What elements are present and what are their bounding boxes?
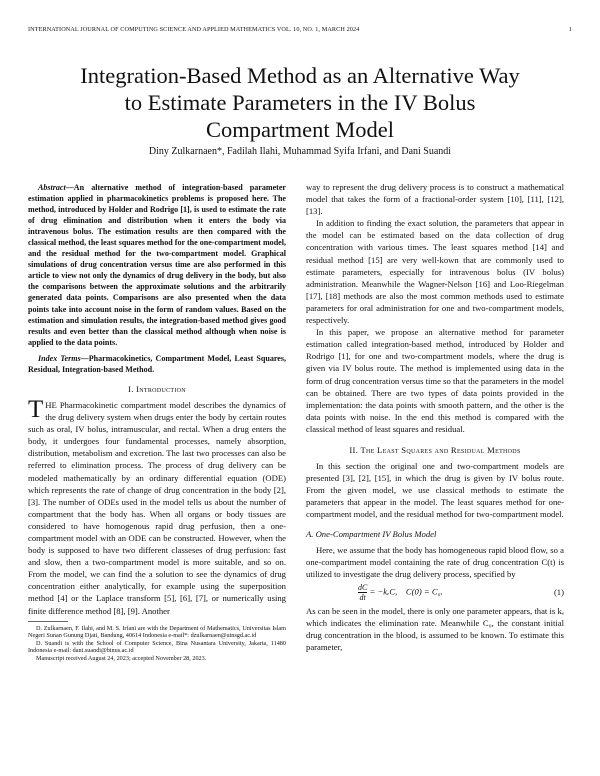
footnotes xyxy=(28,625,286,663)
paragraph-section-two: In this section the original one and two-compartment models are presented [3], [2], [15], in which the drug is given by IV bolus route. From the given model, we use classical methods to estimate the parameters that appear in the model. The least squares method for one-compartment model, and the residual method for two-compartment model. xyxy=(306,461,564,520)
intro-paragraph xyxy=(28,395,286,617)
fraction-numerator: dC xyxy=(358,582,368,592)
intro-paragraph-text: HE Pharmacokinetic compartment model describes the dynamics of the drug delivery system when drugs enter the body by certain routes such as oral, IV bolus, intramuscular, and rectal. When a drug enters the body, it undergoes four fundamental processes, namely absorption, distribution, metabolism and excretion. The last two processes can also be referred to elimination process. The process of drug delivery can be modeled mathematically by an ordinary differential equation (ODE) which represents the rate of change of drug concentration in the body [2], [3]. The number of ODEs used in the model tells us about the number of compartment that the body has. When all organs or body tissues are considered to have homogenous rapid drug perfusion, then a one-compartment model with an ODE can be constructed. However, when the body is supposed to have two different classeses of drug perfusion: fast and slow, then a two-compartment model is more suitable, and so on. From the model, we can find the a solution to see the dynamics of drug concentration either analytically, for example using the superposition method [4] or the Laplace transform [5], [6], [7], or numerically using finite difference method [8], [9]. Another xyxy=(28,399,286,616)
index-terms xyxy=(28,353,286,375)
equation-rhs: = −kₑC, C(0) = C₀. xyxy=(369,586,443,597)
title-line-1: Integration-Based Method as an Alternative Way xyxy=(80,63,520,88)
drop-cap: T xyxy=(28,395,44,423)
index-terms-label: Index Terms xyxy=(38,353,81,363)
section-heading-introduction: I. Introduction xyxy=(128,383,186,394)
paragraph-elimination-rate: As can be seen in the model, there is only one parameter appears, that is kₑ which indicates the elimination rate. Meanwhile C₀, the constant initial drug concentration in the blood, is assumed to be known. To estimate this parameter, xyxy=(306,605,564,653)
left-column xyxy=(28,182,286,663)
footnote-affiliation-1: D. Zulkarnaen, F. Ilahi, and M. S. Irfani are with the Department of Mathematics, Universitas Islam Negeri Sunan Gunung Djati, Bandung, 40614 Indonesia e-mail*: dzulkarnaen@uinsgd.ac.id xyxy=(28,624,286,640)
paragraph-parameter-methods: In addition to finding the exact solution, the parameters that appear in the model can be estimated based on the data collection of drug concentration with various times. The least squares method [14] and residual method [15] are very well-kown that are commonly used to estimate parameters, especially for intravenous bolus (IV bolus) administration. Meanwhile the Wagner-Nelson [16] and Loo-Riegelman [17], [18] methods are also the most common methods used to estimate parameters for oral administration for one and two-compartment models, respectively. xyxy=(306,218,564,326)
footnote-affiliation-2: D. Suandi is with the School of Computer Science, Bina Nusantara University, Jakarta, 11480 Indonesia e-mail: dani.suandi@binus.ac.id xyxy=(28,639,286,655)
abstract-text: —An alternative method of integration-based parameter estimation applied in pharmacokinetics problems is proposed here. The method, introduced by Holder and Rodrigo [1], is used to estimate the rate of drug elimination and distribution when it enters the body via intravenous bolus. The estimation results are then compared with the classical method, the least squares method for the one-compartment model, and the residual method for the two-compartment model. Graphical simulations of drug concentration versus time are also performed in this article to view not only the dynamics of drug delivery in the body, but also the comparisons between the approximate solutions and the arbitrarily generated data points. Comparisons are also presented when the data points take into account noise in the form of random values. Based on the estimation and simulation results, the integration-based method gives good results and even better than the classical method although when noise is applied to the data points. xyxy=(28,183,286,347)
author-list: Diny Zulkarnaen*, Fadilah Ilahi, Muhammad Syifa Irfani, and Dani Suandi xyxy=(148,146,452,157)
journal-header: INTERNATIONAL JOURNAL OF COMPUTING SCIENCE AND APPLIED MATHEMATICS VOL. 10, NO. 1, MARCH 2024 xyxy=(28,26,360,33)
paper-title xyxy=(0,62,600,143)
section-heading-least-squares: II. The Least Squares and Residual Methods xyxy=(349,444,521,455)
running-header xyxy=(28,26,572,33)
derivative-fraction xyxy=(358,583,367,602)
title-line-2: to Estimate Parameters in the IV Bolus xyxy=(124,90,476,115)
fraction-denominator: dt xyxy=(359,592,366,602)
footnote-divider xyxy=(28,621,68,622)
equation-number: (1) xyxy=(553,587,564,598)
paragraph-one-compartment: Here, we assume that the body has homogeneous rapid blood flow, so a one-compartment model containing the rate of drug concentration C(t) is utilized to investigate the drug delivery process, specified by xyxy=(306,544,564,579)
right-column xyxy=(306,181,564,653)
footnote-manuscript-dates: Manuscript received August 24, 2023; accepted November 28, 2023. xyxy=(36,655,207,662)
paragraph-proposal: In this paper, we propose an alternative method for parameter estimation called integration-based method, introduced by Holder and Rodrigo [1], for one and two-compartment models, where the drug is given via IV bolus route. The method is implemented using data in the form of drug concentration versus time so that the parameters in the model can be obtained. There are two types of data points provided in the implementation: the data points with smooth pattern, and the other is the data points with noise. In the end this method is compared with the classical method of least squares and residual. xyxy=(306,327,564,434)
paragraph-continuation: way to represent the drug delivery process is to construct a mathematical model that takes the form of a fractional-order system [10], [11], [12], [13]. xyxy=(306,182,564,217)
equation-1 xyxy=(306,583,564,602)
equation-body xyxy=(358,583,443,602)
index-terms-text: —Pharmacokinetics, Compartment Model, Least Squares, Residual, Integration-based Method. xyxy=(28,353,286,374)
title-line-3: Compartment Model xyxy=(205,117,395,142)
abstract-label: Abstract xyxy=(38,183,66,192)
abstract xyxy=(28,182,286,348)
subsection-heading-one-compartment: A. One-Compartment IV Bolus Model xyxy=(306,528,437,539)
page-number: 1 xyxy=(568,26,572,33)
